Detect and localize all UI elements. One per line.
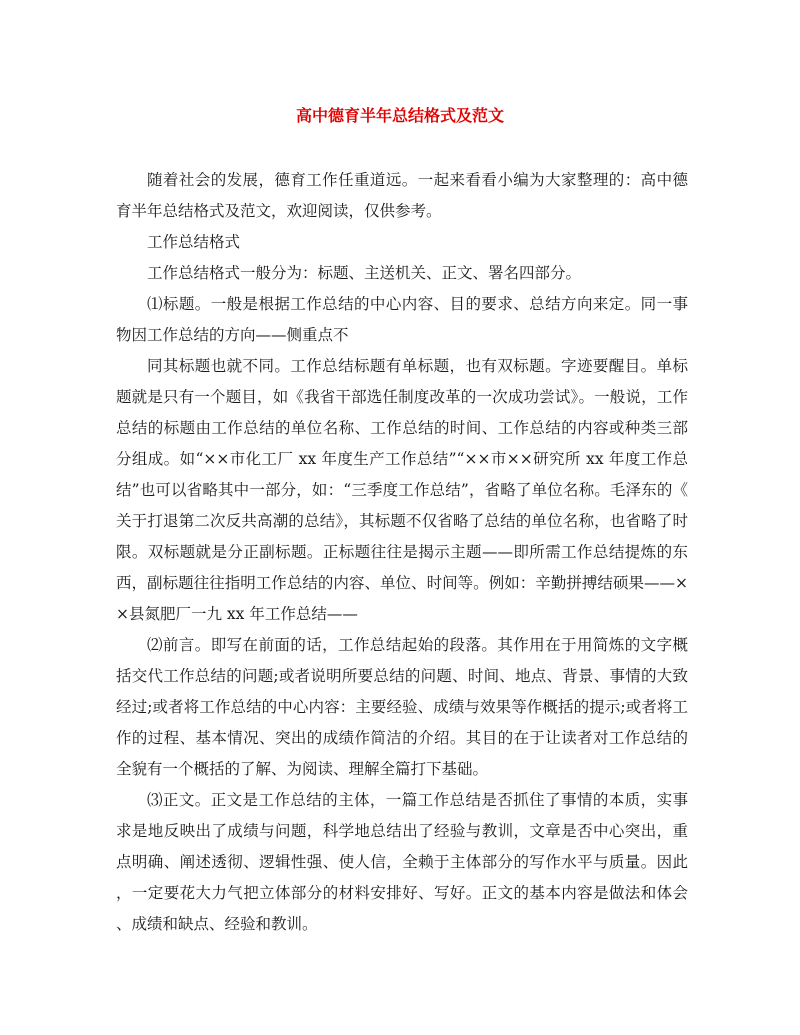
- document-body: [116, 165, 688, 940]
- paragraph-intro: 随着社会的发展，德育工作任重道远。一起来看看小编为大家整理的：高中德育半年总结格式及范文，欢迎阅读，仅供参考。: [116, 171, 688, 220]
- paragraph-preface: ⑵前言。即写在前面的话，工作总结起始的段落。其作用在于用简炼的文字概括交代工作总结的问题;或者说明所要总结的问题、时间、地点、背景、事情的大致经过;或者将工作总结的中心内容：主要经验、成绩与效果等作概括的提示;或者将工作的过程、基本情况、突出的成绩作简洁的介绍。其目的在于让读者对工作总结的全貌有一个概括的了解、为阅读、理解全篇打下基础。: [116, 636, 688, 778]
- paragraph-title-section: ⑴标题。一般是根据工作总结的中心内容、目的要求、总结方向来定。同一事物因工作总结的方向——侧重点不: [116, 295, 688, 344]
- paragraph-parts: 工作总结格式一般分为：标题、主送机关、正文、署名四部分。: [147, 264, 582, 282]
- paragraph-main-text: ⑶正文。正文是工作总结的主体，一篇工作总结是否抓住了事情的本质，实事求是地反映出了成绩与问题，科学地总结出了经验与教训，文章是否中心突出，重点明确、阐述透彻、逻辑性强、使人信，全赖于主体部分的写作水平与质量。因此，一定要花大力气把立体部分的材料安排好、写好。正文的基本内容是做法和体会、成绩和缺点、经验和教训。: [116, 791, 688, 933]
- section-heading: 工作总结格式: [147, 233, 241, 251]
- paragraph-title-detail: 同其标题也就不同。工作总结标题有单标题，也有双标题。字迹要醒目。单标题就是只有一个题目，如《我省干部选任制度改革的一次成功尝试》。一般说，工作总结的标题由工作总结的单位名称、工作总结的时间、工作总结的内容或种类三部分组成。如“××市化工厂 xx 年度生产工作总结”“××市××研究所 xx 年度工作总结”也可以省略其中一部分，如：“三季度工作总结”，省略了单位名称。毛泽东的《关于打退第二次反共高潮的总结》，其标题不仅省略了总结的单位名称，也省略了时限。双标题就是分正副标题。正标题往往是揭示主题——即所需工作总结提炼的东西，副标题往往指明工作总结的内容、单位、时间等。例如：辛勤拼搏结硕果——××县氮肥厂一九 xx 年工作总结——: [116, 357, 688, 623]
- document-title: 高中德育半年总结格式及范文: [295, 106, 504, 125]
